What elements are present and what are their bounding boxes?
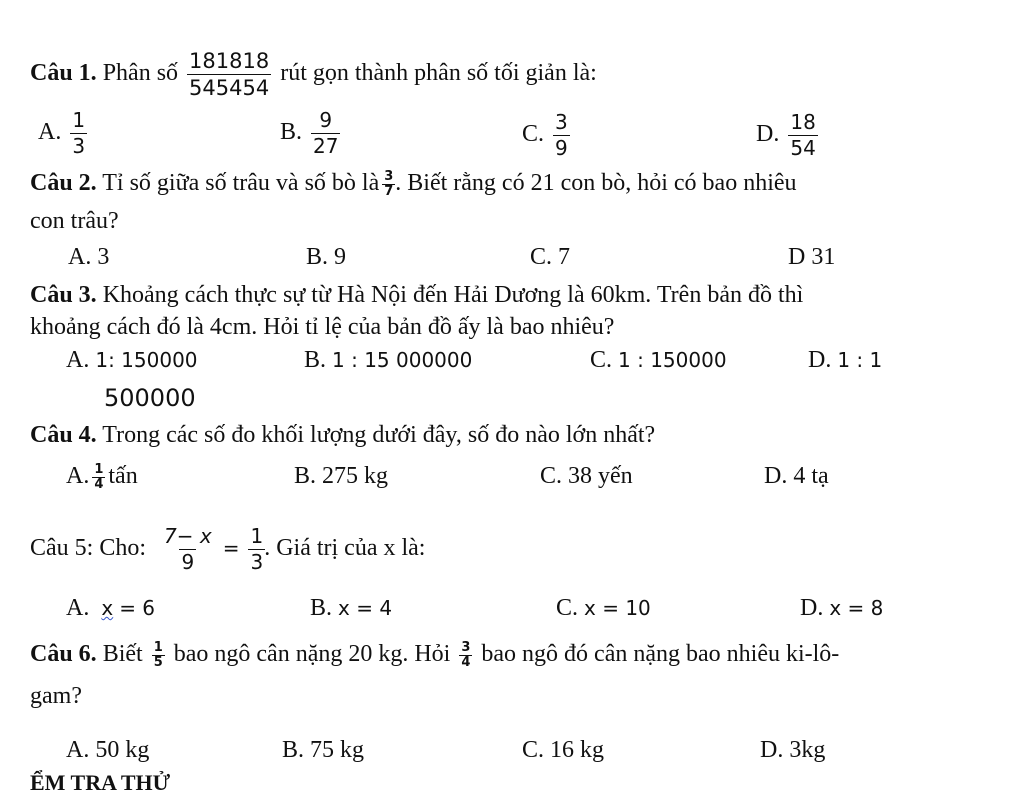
q3-option-a-value: 1: 150000: [95, 348, 198, 372]
q4-option-a-unit: tấn: [108, 463, 138, 489]
q1-stem: [30, 48, 597, 101]
q5-option-c-letter: C.: [556, 595, 579, 621]
q6-fraction-1-den: 5: [153, 654, 163, 670]
q5-option-b-value: x = 4: [338, 596, 393, 620]
q5-lhs-fraction: [162, 524, 214, 575]
q6-fraction-2-num: 3: [461, 639, 471, 655]
q4-option-a-num: 1: [94, 461, 104, 477]
q6-option-c[interactable]: C. 16 kg: [522, 737, 605, 763]
q1-option-a-den: 3: [72, 134, 86, 158]
q4-option-c[interactable]: C. 38 yến: [540, 463, 633, 489]
q3-label: Câu 3.: [30, 282, 97, 308]
q3-option-d-wrap: 500000: [104, 384, 196, 412]
q6-option-a[interactable]: A. 50 kg: [66, 737, 150, 763]
q5-option-b[interactable]: [310, 594, 392, 622]
q1-fraction-num: 181818: [189, 49, 270, 73]
q6-line2: gam?: [30, 683, 82, 709]
q5-option-d-letter: D.: [800, 595, 824, 621]
q2-pre: Tỉ số giữa số trâu và số bò là: [102, 170, 380, 196]
q2-fraction-den: 7: [384, 183, 394, 199]
q5-option-a-value: = 6: [119, 596, 156, 620]
q4-option-a-letter: A.: [66, 463, 90, 489]
q5-option-d[interactable]: [800, 594, 883, 622]
q3-option-d-letter: D.: [808, 347, 832, 373]
q5-lhs-den: 9: [181, 550, 195, 574]
q2-stem: [30, 169, 797, 199]
q6-fraction-2-den: 4: [461, 654, 471, 670]
q6-option-b[interactable]: B. 75 kg: [282, 737, 365, 763]
q1-option-c-fraction: [553, 110, 570, 161]
q6-fraction-1: [152, 641, 165, 670]
q6-option-d[interactable]: D. 3kg: [760, 737, 826, 763]
q4-option-a-den: 4: [94, 476, 104, 492]
q3-option-b-letter: B.: [304, 347, 327, 373]
q6-label: Câu 6.: [30, 641, 97, 667]
q3-option-a-letter: A.: [66, 347, 90, 373]
q3-option-a[interactable]: [66, 346, 198, 374]
q1-option-a[interactable]: [38, 108, 90, 159]
q6-post: bao ngô đó cân nặng bao nhiêu ki-lô-: [481, 641, 840, 667]
q4-option-d[interactable]: D. 4 tạ: [764, 463, 829, 489]
q4-option-a-fraction: [92, 463, 105, 492]
q3-option-c-letter: C.: [590, 347, 613, 373]
q1-option-a-letter: A.: [38, 119, 62, 146]
q6-stem: [30, 640, 839, 670]
q1-option-d-den: 54: [790, 136, 816, 160]
q1-option-b-letter: B.: [280, 119, 303, 146]
q1-option-d[interactable]: [756, 110, 821, 161]
q1-option-d-letter: D.: [756, 121, 780, 148]
q3-text2: khoảng cách đó là 4cm. Hỏi tỉ lệ của bản đồ ấy là bao nhiêu?: [30, 314, 615, 340]
q4-text: Trong các số đo khối lượng dưới đây, số đo nào lớn nhất?: [102, 422, 656, 448]
q5-option-a[interactable]: [66, 594, 155, 622]
q1-option-c-den: 9: [555, 136, 568, 160]
q5-option-d-value: x = 8: [829, 596, 884, 620]
q3-option-b[interactable]: [304, 346, 472, 374]
q2-option-d[interactable]: D 31: [788, 244, 836, 270]
q5-stem: [30, 524, 425, 575]
q2-fraction: [382, 170, 395, 199]
q1-option-d-num: 18: [790, 110, 816, 134]
q5-lhs-num: 7− x: [164, 524, 212, 548]
q6-mid: bao ngô cân nặng 20 kg. Hỏi: [173, 641, 451, 667]
q1-post: rút gọn thành phân số tối giản là:: [280, 60, 597, 87]
q1-fraction-den: 545454: [189, 76, 270, 100]
q3-option-b-value: 1 : 15 000000: [332, 348, 473, 372]
q5-equals: =: [222, 536, 240, 561]
q1-fraction: [187, 48, 271, 101]
q1-option-d-fraction: [788, 110, 817, 161]
q1-option-c-num: 3: [555, 110, 568, 134]
q4-option-a[interactable]: [66, 462, 138, 492]
q2-fraction-num: 3: [384, 168, 394, 184]
q1-option-c[interactable]: [522, 110, 573, 161]
q4-option-b[interactable]: B. 275 kg: [294, 463, 389, 489]
q2-line2: con trâu?: [30, 208, 119, 234]
q3-option-c-value: 1 : 150000: [618, 348, 727, 372]
q6-pre: Biết: [102, 641, 143, 667]
q1-pre: Phân số: [102, 60, 179, 87]
q3-option-d[interactable]: [808, 346, 882, 374]
q6-fraction-2: [459, 641, 472, 670]
q2-option-b[interactable]: B. 9: [306, 244, 347, 270]
q1-option-b-num: 9: [319, 108, 333, 132]
q2-label: Câu 2.: [30, 170, 97, 196]
q4-stem: [30, 421, 655, 449]
q3-text1: Khoảng cách thực sự từ Hà Nội đến Hải Dương là 60km. Trên bản đồ thì: [102, 282, 804, 308]
q5-option-a-letter: A.: [66, 595, 90, 621]
q5-post: . Giá trị của x là:: [264, 535, 426, 562]
q2-post: . Biết rằng có 21 con bò, hỏi có bao nhiêu: [395, 170, 797, 196]
q1-option-b[interactable]: [280, 108, 343, 159]
q1-option-b-den: 27: [313, 134, 339, 158]
q2-option-a[interactable]: A. 3: [68, 244, 110, 270]
q5-rhs-fraction: [248, 524, 265, 575]
q1-option-b-fraction: [311, 108, 340, 159]
q4-label: Câu 4.: [30, 422, 97, 448]
q5-label: Câu 5: Cho:: [30, 535, 147, 562]
q2-option-c[interactable]: C. 7: [530, 244, 571, 270]
q1-label: Câu 1.: [30, 60, 97, 87]
cutoff-heading: ỂM TRA THỬ: [30, 770, 171, 795]
q5-option-b-letter: B.: [310, 595, 333, 621]
q5-rhs-num: 1: [250, 524, 264, 548]
q5-option-c[interactable]: [556, 594, 651, 622]
q5-option-a-var: x: [101, 596, 114, 620]
q6-fraction-1-num: 1: [153, 639, 163, 655]
q1-option-a-fraction: [70, 108, 87, 159]
q5-option-c-value: x = 10: [584, 596, 651, 620]
q3-option-d-value: 1 : 1: [837, 348, 883, 372]
q3-option-c[interactable]: [590, 346, 727, 374]
q1-option-a-num: 1: [72, 108, 86, 132]
q5-rhs-den: 3: [250, 550, 264, 574]
q1-option-c-letter: C.: [522, 121, 545, 148]
q3-stem: [30, 281, 803, 309]
